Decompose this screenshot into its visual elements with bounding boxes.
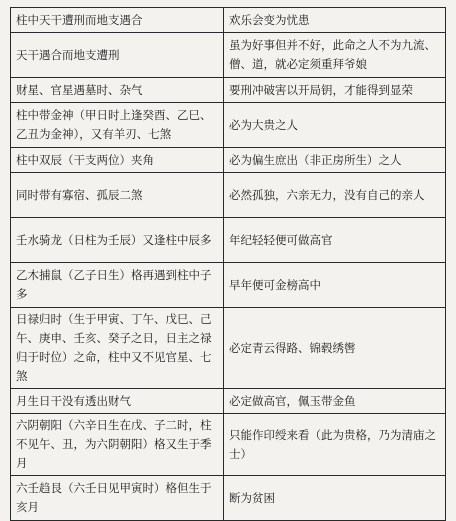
result-cell: 只能作印绶来看（此为贵格，乃为清庙之士）: [224, 414, 446, 476]
table-row: [11, 263, 446, 308]
table-header-row: [11, 8, 446, 33]
condition-cell: 柱中带金神（甲日时上逢癸酉、乙巳、乙丑为金神），又有羊刃、七煞: [11, 103, 224, 148]
result-cell: 必定做高官，佩玉带金鱼: [224, 389, 446, 414]
condition-cell: 壬水骑龙（日柱为壬辰）又逢柱中辰多: [11, 218, 224, 263]
result-cell: 必为大贵之人: [224, 103, 446, 148]
table-row: [11, 103, 446, 148]
result-cell: 要刑冲破害以开局钥，才能得到显荣: [224, 78, 446, 103]
table-row: [11, 414, 446, 476]
comparison-table: [10, 7, 446, 521]
condition-cell: 日禄归时（生于甲寅、丁午、戊巳、己午、庚申、壬亥、癸子之日，日主之禄归于时位）之命，柱中又不见官星、七煞: [11, 308, 224, 389]
condition-cell: 同时带有寡宿、孤辰二煞: [11, 173, 224, 218]
condition-cell: 六壬趋艮（六壬日见甲寅时）格但生于亥月: [11, 476, 224, 521]
table-row: [11, 389, 446, 414]
table-row: [11, 476, 446, 521]
table-row: [11, 308, 446, 389]
condition-cell: 财星、官星遇墓时、杂气: [11, 78, 224, 103]
condition-cell: 六阴朝阳（六辛日生在戊、子二时，柱不见午、丑，为六阴朝阳）格又生于季月: [11, 414, 224, 476]
table-row: [11, 33, 446, 78]
condition-cell: 柱中双辰（干支两位）夹角: [11, 148, 224, 173]
table-row: [11, 218, 446, 263]
condition-cell: 天干遇合而地支遭刑: [11, 33, 224, 78]
condition-cell: 月生日干没有透出财气: [11, 389, 224, 414]
condition-cell: 乙木捕鼠（乙子日生）格再遇到柱中子多: [11, 263, 224, 308]
table-row: [11, 78, 446, 103]
result-cell: 必定青云得路、锦毂绣辔: [224, 308, 446, 389]
result-cell: 早年便可金榜高中: [224, 263, 446, 308]
header-condition-cell: 柱中天干遭刑而地支遇合: [11, 8, 224, 33]
result-cell: 断为贫困: [224, 476, 446, 521]
result-cell: 必然孤独，六亲无力，没有自己的亲人: [224, 173, 446, 218]
table-row: [11, 148, 446, 173]
result-cell: 虽为好事但并不好，此命之人不为九流、僧、道，就必定须重拜爷娘: [224, 33, 446, 78]
header-result-cell: 欢乐会变为忧患: [224, 8, 446, 33]
result-cell: 必为偏生庶出（非正房所生）之人: [224, 148, 446, 173]
result-cell: 年纪轻轻便可做高官: [224, 218, 446, 263]
table-row: [11, 173, 446, 218]
